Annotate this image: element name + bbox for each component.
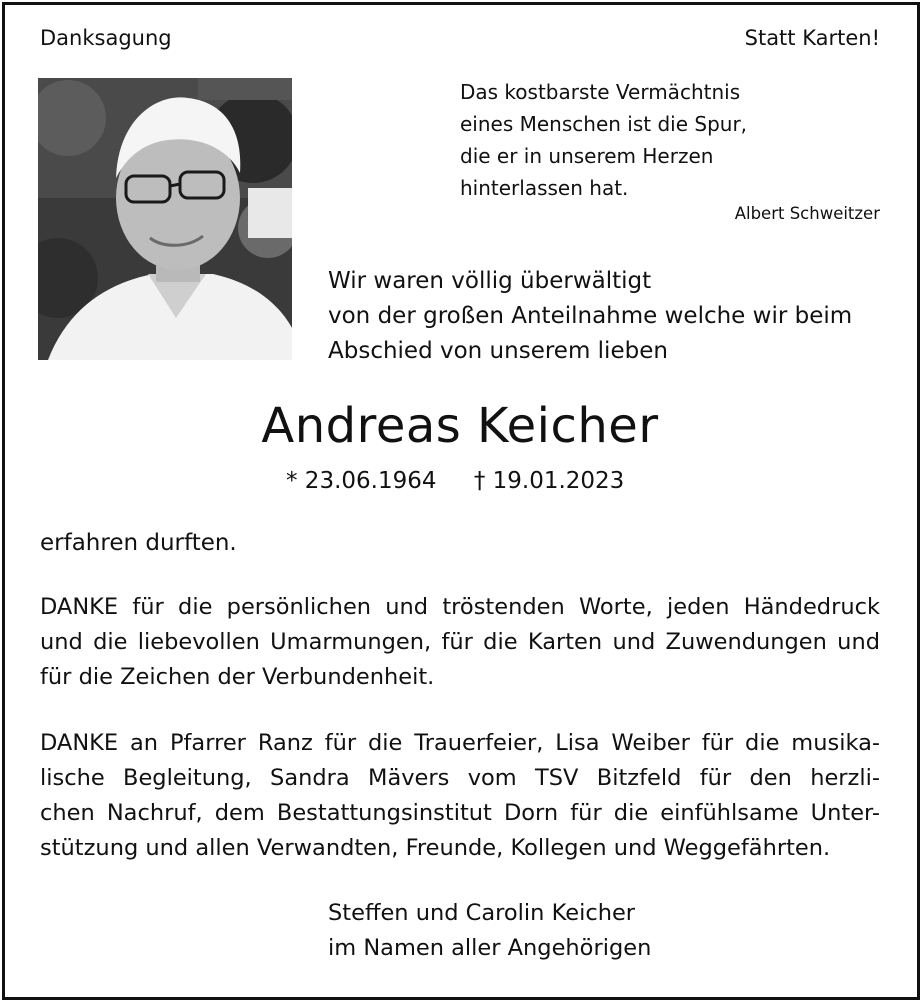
quote-author: Albert Schweitzer [734, 204, 880, 223]
quote-line: hinterlassen hat. [460, 176, 629, 200]
paragraph-line: stützung und allen Verwandten, Freunde, Kollegen und Weggefährten. [40, 835, 831, 861]
header-statt-karten: Statt Karten! [744, 26, 880, 50]
paragraph-line: lische Begleitung, Sandra Mävers vom TSV Bitzfeld für den herzli- [40, 765, 880, 791]
portrait-photo [38, 78, 292, 360]
header-danksagung: Danksagung [40, 26, 172, 50]
thanks-paragraph-1 [40, 590, 880, 695]
deceased-name: Andreas Keicher [261, 398, 659, 454]
intro-line: Abschied von unserem lieben [328, 338, 668, 364]
intro-line: Wir waren völlig überwältigt [328, 268, 652, 294]
intro-line: von der großen Anteilnahme welche wir beim [328, 303, 853, 329]
quote-line: Das kostbarste Vermächtnis [460, 80, 741, 104]
paragraph-line: chen Nachruf, dem Bestattungsinstitut Dorn für die einfühlsame Unter- [40, 800, 880, 826]
closing-intro: erfahren durften. [40, 530, 237, 556]
signature-block [328, 896, 651, 966]
death-date: † 19.01.2023 [473, 468, 625, 494]
thanks-paragraph-2 [40, 726, 880, 866]
signature-line: im Namen aller Angehörigen [328, 935, 652, 961]
signature-line: Steffen und Carolin Keicher [328, 900, 636, 926]
quote-line: eines Menschen ist die Spur, [460, 112, 748, 136]
quote-line: die er in unserem Herzen [460, 144, 714, 168]
paragraph-line: DANKE für die persönlichen und tröstenden Worte, jeden Händedruck [40, 594, 880, 620]
intro-text [328, 264, 852, 369]
paragraph-line: für die Zeichen der Verbundenheit. [40, 664, 435, 690]
birth-date: * 23.06.1964 [286, 468, 437, 494]
paragraph-line: DANKE an Pfarrer Ranz für die Trauerfeier, Lisa Weiber für die musika- [40, 730, 880, 756]
paragraph-line: und die liebevollen Umarmungen, für die Karten und Zuwendungen und [40, 629, 880, 655]
quote-block [460, 76, 747, 204]
life-dates [286, 468, 654, 494]
